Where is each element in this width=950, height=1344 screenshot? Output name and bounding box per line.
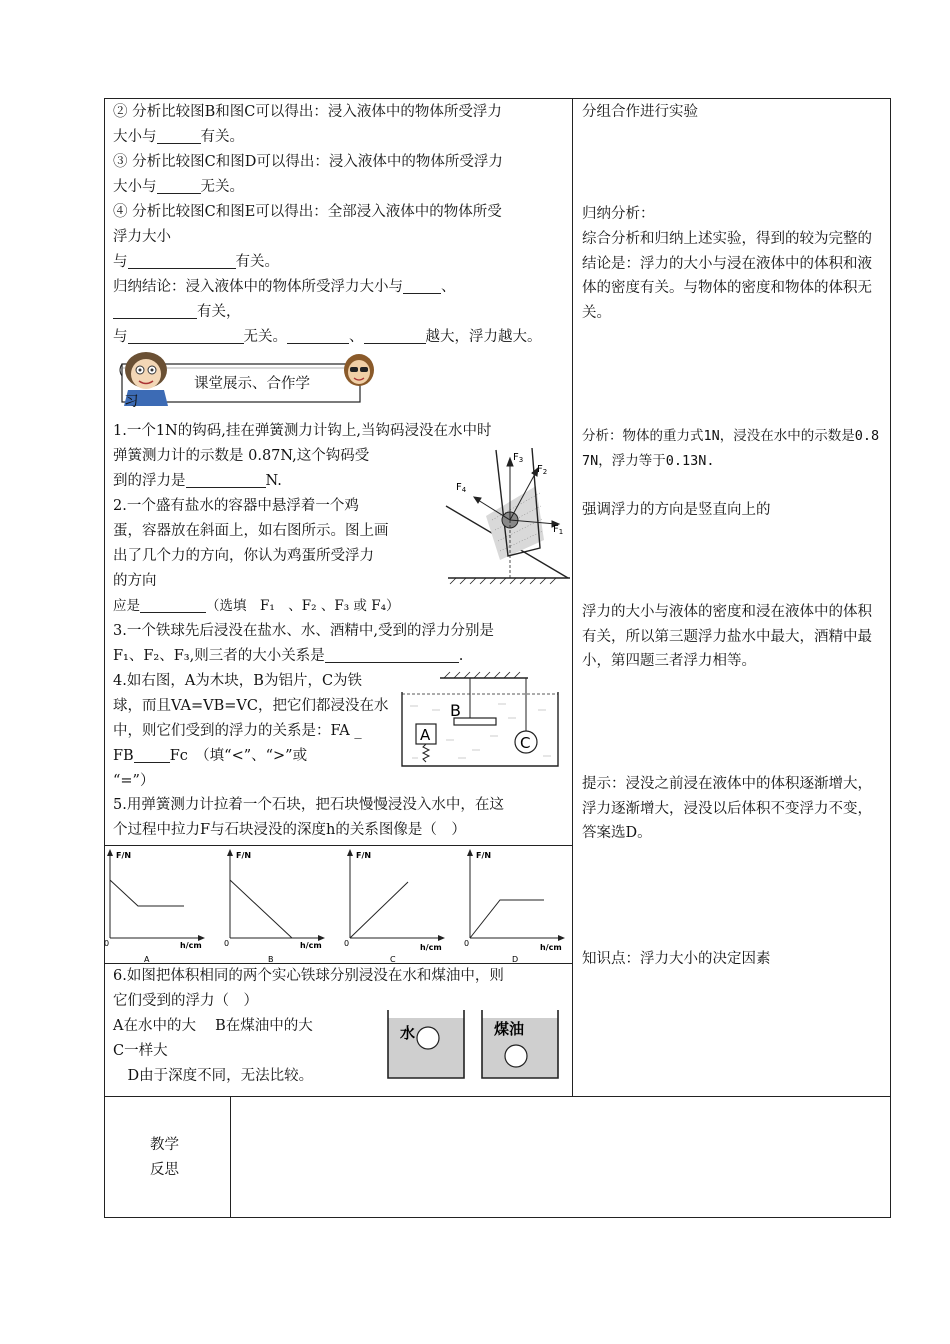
conclusion-blank-1[interactable] bbox=[403, 277, 441, 294]
classroom-banner bbox=[112, 348, 374, 408]
graph-d-label: D bbox=[512, 955, 519, 962]
graph-b-label: B bbox=[268, 955, 274, 962]
row-divider bbox=[104, 1096, 891, 1097]
conclusion-line3-prefix: 与 bbox=[113, 329, 128, 345]
p4-line3: 中，则它们受到的浮力的关系是：FA _ bbox=[113, 723, 362, 739]
graph-b-ylabel: F/N bbox=[236, 851, 252, 860]
p4-line2: 球，而且VA=VB=VC，把它们都浸没在水 bbox=[113, 698, 389, 714]
p3-blank[interactable] bbox=[325, 646, 459, 663]
incline-force-diagram bbox=[440, 448, 572, 588]
right-note-p2: 强调浮力的方向是竖直向上的 bbox=[582, 502, 771, 518]
p1-line1: 1.一个1N的钩码,挂在弹簧测力计钩上,当钩码浸没在水中时 bbox=[113, 423, 492, 439]
banner-title: 课堂展示、合作学 bbox=[194, 376, 310, 392]
conclusion-line1 bbox=[113, 275, 456, 300]
p3-line1: 3.一个铁球先后浸没在盐水、水、酒精中,受到的浮力分别是 bbox=[113, 623, 494, 639]
conclusion-line3-sep: 、 bbox=[349, 329, 364, 345]
label-f2: $F_2$ bbox=[537, 464, 548, 476]
p5-line2: 个过程中拉力F与石块浸没的深度h的关系图像是（ ） bbox=[113, 822, 466, 838]
graph-a-xlabel: h/cm bbox=[180, 941, 202, 950]
right-hint-p5: 提示：浸没之前浸在液体中的体积逐渐增大，浮力逐渐增大，浸没以后体积不变浮力不变，答案选D。 bbox=[582, 776, 872, 841]
label-f4: $F_4$ bbox=[456, 482, 467, 494]
q4-suffix: 有关。 bbox=[235, 254, 279, 270]
p6-line2: 它们受到的浮力（ ） bbox=[113, 993, 258, 1009]
graph-b-origin: 0 bbox=[224, 939, 230, 948]
graph-c-origin: 0 bbox=[344, 939, 350, 948]
beakers-diagram bbox=[384, 1010, 564, 1082]
p1-line3 bbox=[113, 469, 282, 494]
p6-option-d[interactable]: D由于深度不同，无法比较。 bbox=[113, 1068, 314, 1084]
p6-option-ab[interactable]: A在水中的大 B在煤油中的大 bbox=[113, 1018, 313, 1034]
graph-c-xlabel: h/cm bbox=[420, 943, 442, 952]
p2-line3: 出了几个力的方向，你认为鸡蛋所受浮力 bbox=[113, 548, 374, 564]
p1-prefix: 到的浮力是 bbox=[113, 473, 186, 489]
p1-line2: 弹簧测力计的示数是 0.87N,这个钩码受 bbox=[113, 448, 370, 464]
conclusion-line3-end: 越大，浮力越大。 bbox=[425, 329, 542, 345]
ground-hatch bbox=[450, 578, 556, 584]
graph-d bbox=[464, 849, 565, 962]
label-c: C bbox=[520, 734, 531, 752]
q2-line1: ② 分析比较图B和图C可以得出：浸入液体中的物体所受浮力 bbox=[113, 104, 502, 120]
p3-suffix: . bbox=[458, 648, 464, 664]
p6-option-c[interactable]: C一样大 bbox=[113, 1043, 168, 1059]
spring-a bbox=[423, 744, 429, 762]
student-avatar-icon bbox=[344, 354, 374, 386]
right-summary-body: 综合分析和归纳上述实验，得到的较为完整的结论是：浮力的大小与浸在液体中的体积和液体的密度有关。与物体的密度和物体的体积无关。 bbox=[582, 231, 872, 321]
banner-title-wrap: 习 bbox=[124, 394, 139, 408]
graph-c-ylabel: F/N bbox=[356, 851, 372, 860]
right-note-experiment: 分组合作进行实验 bbox=[582, 104, 698, 120]
label-f3: $F_3$ bbox=[513, 452, 524, 464]
label-f1: $F_1$ bbox=[553, 524, 564, 536]
f-h-graphs bbox=[104, 846, 572, 962]
conclusion-line3 bbox=[113, 325, 542, 350]
column-divider bbox=[572, 98, 573, 1096]
p4-fc-instructions: Fc （填“<”、“>”或 bbox=[169, 748, 308, 764]
q4-line2: 浮力大小 bbox=[113, 229, 171, 245]
conclusion-blank-2[interactable] bbox=[113, 302, 197, 319]
conclusion-blank-4[interactable] bbox=[287, 327, 349, 344]
q4-blank[interactable] bbox=[128, 252, 236, 269]
graph-c-label: C bbox=[390, 955, 396, 962]
p1-blank[interactable] bbox=[186, 471, 266, 488]
q3-prefix: 大小与 bbox=[113, 179, 157, 195]
graph-a bbox=[104, 849, 205, 962]
reflection-label-line2: 反思 bbox=[150, 1162, 179, 1178]
conclusion-line2 bbox=[113, 300, 241, 325]
p1-unit: N. bbox=[265, 473, 282, 489]
right-note-p3-p4: 浮力的大小与液体的密度和浸在液体中的体积有关，所以第三题浮力盐水中最大，酒精中最小，第四题三者浮力相等。 bbox=[582, 604, 872, 669]
reflection-content-area[interactable] bbox=[232, 1098, 888, 1216]
abc-tank-diagram bbox=[398, 670, 560, 770]
right-summary-title: 归纳分析： bbox=[582, 206, 655, 222]
reflection-label-line1: 教学 bbox=[150, 1137, 179, 1153]
p6-line1: 6.如图把体积相同的两个实心铁球分别浸没在水和煤油中，则 bbox=[113, 968, 504, 984]
p2-blank[interactable] bbox=[140, 596, 206, 613]
p2-line4: 的方向 bbox=[113, 573, 157, 589]
p4-blank[interactable] bbox=[134, 746, 170, 763]
p2-line1: 2.一个盛有盐水的容器中悬浮着一个鸡 bbox=[113, 498, 359, 514]
graph-a-origin: 0 bbox=[104, 939, 110, 948]
graph-d-origin: 0 bbox=[464, 939, 470, 948]
p2-line2: 蛋，容器放在斜面上，如右图所示。图上画 bbox=[113, 523, 389, 539]
p4-line1: 4.如右图，A为木块，B为铝片，C为铁 bbox=[113, 673, 363, 689]
graph-a-label: A bbox=[144, 955, 150, 962]
p4-line5: “=”） bbox=[113, 773, 155, 789]
right-analysis-p1: 分析：物体的重力式1N，浸没在水中的示数是0.87N，浮力等于0.13N. bbox=[582, 428, 880, 469]
graph-d-xlabel: h/cm bbox=[540, 943, 562, 952]
conclusion-blank-5[interactable] bbox=[364, 327, 426, 344]
q3-line1: ③ 分析比较图C和图D可以得出：浸入液体中的物体所受浮力 bbox=[113, 154, 503, 170]
q2-blank[interactable] bbox=[157, 127, 201, 144]
p3-prefix: F₁、F₂、F₃,则三者的大小关系是 bbox=[113, 648, 325, 664]
p5-line1: 5.用弹簧测力计拉着一个石块，把石块慢慢浸没入水中，在这 bbox=[113, 797, 504, 813]
p2-options: （选填 F₁ 、F₂ 、F₃ 或 F₄） bbox=[206, 598, 400, 614]
p4-line4 bbox=[113, 744, 307, 769]
kerosene-label: 煤油 bbox=[494, 1020, 525, 1038]
q3-suffix: 无关。 bbox=[200, 179, 244, 195]
support-hatch bbox=[444, 672, 520, 678]
water-label: 水 bbox=[400, 1024, 416, 1042]
conclusion-line3-mid: 无关。 bbox=[243, 329, 287, 345]
label-b: B bbox=[450, 701, 461, 720]
q4-line3 bbox=[113, 250, 279, 275]
conclusion-sep: 、 bbox=[441, 279, 456, 295]
q3-line2 bbox=[113, 175, 244, 200]
q2-suffix: 有关。 bbox=[200, 129, 244, 145]
graph-c bbox=[344, 849, 445, 962]
kerosene-beaker bbox=[482, 1010, 558, 1078]
graph-d-ylabel: F/N bbox=[476, 851, 492, 860]
conclusion-line2-text: 有关， bbox=[197, 304, 241, 320]
p2-prefix: 应是 bbox=[113, 598, 140, 614]
right-knowledge-point: 知识点：浮力大小的决定因素 bbox=[582, 951, 771, 967]
label-a: A bbox=[420, 726, 431, 744]
reflection-divider bbox=[230, 1096, 231, 1218]
conclusion-blank-3[interactable] bbox=[128, 327, 244, 344]
p4-fb: FB bbox=[113, 748, 134, 764]
q4-line1: ④ 分析比较图C和图E可以得出：全部浸入液体中的物体所受 bbox=[113, 204, 502, 220]
p2-line5 bbox=[113, 594, 400, 619]
water-beaker bbox=[388, 1010, 464, 1078]
p3-line2 bbox=[113, 644, 463, 669]
q2-line2 bbox=[113, 125, 244, 150]
graph-a-ylabel: F/N bbox=[116, 851, 132, 860]
q2-prefix: 大小与 bbox=[113, 129, 157, 145]
graph-b-xlabel: h/cm bbox=[300, 941, 322, 950]
q4-prefix: 与 bbox=[113, 254, 128, 270]
q3-blank[interactable] bbox=[157, 177, 201, 194]
conclusion-prefix: 归纳结论：浸入液体中的物体所受浮力大小与 bbox=[113, 279, 403, 295]
graph-b bbox=[224, 849, 325, 962]
